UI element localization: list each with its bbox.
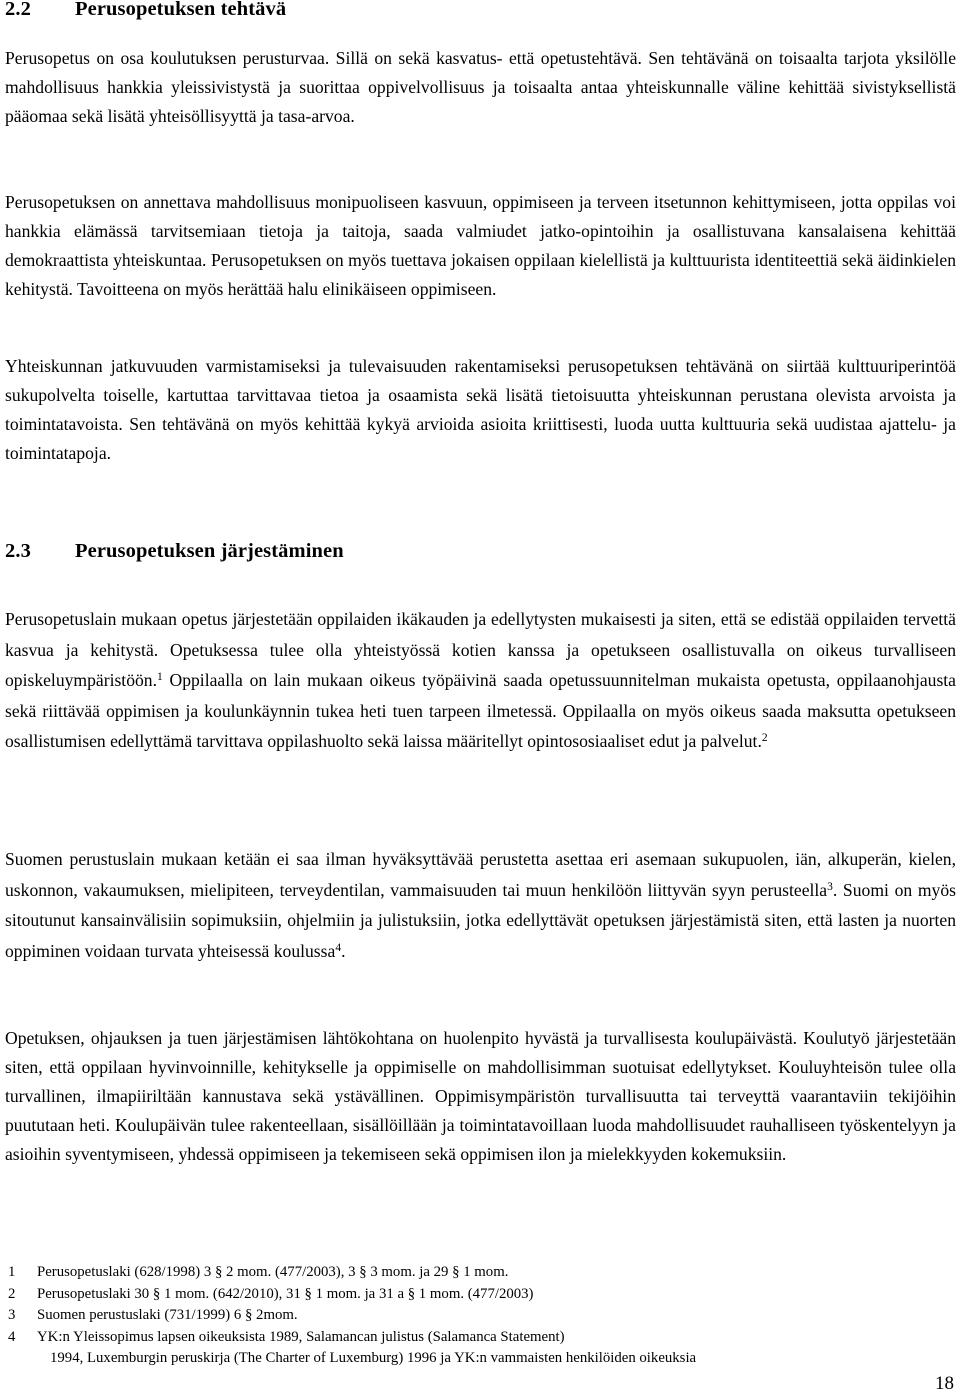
paragraph: Opetuksen, ohjauksen ja tuen järjestämisen lähtökohtana on huolenpito hyvästä ja turvallisesta koulupäivästä. Koulutyö järjestetään siten, että oppilaan hyvinvoinnille, kehitykselle ja oppimiselle on mahdollisimman suotuisat edellytykset. Kouluyhteisön tulee olla turvallinen, ilmapiiriltään kannustava sekä ystävällinen. Oppimisympäristön turvallisuutta tai terveyttä vaarantaviin tekijöihin puututaan heti. Koulupäivän tulee rakenteellaan, sisällöillään ja toimintatavoillaan luoda mahdollisuudet rauhalliseen työskentelyyn ja asioihin syventymiseen, yhdessä oppimiseen ja tekemiseen sekä oppimisen ilon ja mielekkyyden kokemuksiin. — [5, 1028, 956, 1164]
footnote — [8, 1284, 938, 1306]
paragraph-text: Suomen perustuslain mukaan ketään ei saa ilman hyväksyttävää perustetta asettaa eri asemaan sukupuolen, iän, alkuperän, kielen, uskonnon, vakaumuksen, mielipiteen, terveydentilan, vammaisuuden tai muun henkilöön liittyvän syyn perusteella — [5, 849, 956, 900]
paragraph-text: Perusopetuslain mukaan opetus järjestetään oppilaiden ikäkauden ja edellytysten mukaisesti ja siten, että se edistää oppilaiden tervettä kasvua ja kehitystä. Opetuksessa tulee olla yhteistyössä kotien kanssa ja opetukseen osallistuvalla on oikeus turvalliseen opiskeluympäristöön. — [5, 609, 956, 690]
footnote-number: 2 — [8, 1285, 16, 1302]
footnote-ref: 1 — [156, 671, 163, 683]
footnote-number: 3 — [8, 1307, 16, 1324]
section-title: Perusopetuksen järjestäminen — [75, 540, 344, 562]
footnotes — [8, 1262, 938, 1370]
paragraph — [5, 844, 956, 966]
section-number: 2.3 — [5, 540, 31, 562]
footnote-text: Perusopetuslaki (628/1998) 3 § 2 mom. (477/2003), 3 § 3 mom. ja 29 § 1 mom. — [37, 1264, 509, 1280]
footnote-text: Suomen perustuslaki (731/1999) 6 § 2mom. — [37, 1307, 298, 1324]
footnote-ref: 4 — [335, 941, 342, 954]
paragraph: Yhteiskunnan jatkuvuuden varmistamiseksi ja tulevaisuuden rakentamiseksi perusopetuksen tehtävänä on siirtää kulttuuriperintöä sukupolvelta toiselle, kartuttaa tarvittavaa tietoa ja osaamista sekä lisätä tietoisuutta yhteiskunnan perustana olevista arvoista ja toimintatavoista. Sen tehtävänä on myös kehittää kykyä arvioida asioita kriittisesti, luoda uutta kulttuuria sekä uudistaa ajattelu- ja toimintatapoja. — [5, 356, 956, 463]
footnote-number — [8, 1348, 37, 1370]
paragraph-text: . — [341, 940, 346, 961]
footnote-ref: 2 — [761, 732, 768, 744]
paragraph: Perusopetus on osa koulutuksen perusturvaa. Sillä on sekä kasvatus- että opetustehtävä. Sen tehtävänä on toisaalta tarjota yksilölle mahdollisuus hankkia yleissivistystä ja suorittaa oppivelvollisuus ja toisaalta antaa yhteiskunnalle väline kehittää sivistyksellistä pääomaa sekä lisätä yhteisöllisyyttä ja tasa-arvoa. — [5, 48, 956, 126]
footnote-number: 1 — [8, 1264, 16, 1280]
section-heading-2-3 — [5, 540, 344, 563]
footnote-text: Perusopetuslaki 30 § 1 mom. (642/2010), 31 § 1 mom. ja 31 a § 1 mom. (477/2003) — [37, 1285, 534, 1302]
footnote-text: 1994, Luxemburgin peruskirja (The Charter of Luxemburg) 1996 ja YK:n vammaisten henkilöiden oikeuksia — [50, 1350, 697, 1367]
footnote — [8, 1305, 938, 1327]
section-heading-2-2 — [5, 0, 286, 21]
section-title: Perusopetuksen tehtävä — [75, 0, 287, 20]
footnote-continuation — [8, 1348, 938, 1370]
footnote-text: YK:n Yleissopimus lapsen oikeuksista 1989, Salamancan julistus (Salamanca Statement) — [37, 1328, 565, 1345]
footnote — [8, 1327, 938, 1349]
footnote-number: 4 — [8, 1328, 16, 1345]
page-number: 18 — [935, 1373, 954, 1394]
paragraph — [5, 604, 956, 757]
paragraph: Perusopetuksen on annettava mahdollisuus monipuoliseen kasvuun, oppimiseen ja terveen itsetunnon kehittymiseen, jotta oppilas voi hankkia elämässä tarvitsemiaan tietoja ja taitoja, saada valmiudet jatko-opintoihin ja osallistuvana kansalaisena kehittää demokraattista yhteiskuntaa. Perusopetuksen on myös tuettava jokaisen oppilaan kielellistä ja kulttuurista identiteettiä sekä äidinkielen kehitystä. Tavoitteena on myös herättää halu elinikäiseen oppimiseen. — [5, 192, 956, 299]
paragraph-text: . Suomi on myös sitoutunut kansainvälisiin sopimuksiin, ohjelmiin ja julistuksiin, jotka edellyttävät opetuksen järjestämistä siten, että lasten ja nuorten oppiminen voidaan turvata yhteisessä koulussa — [5, 879, 956, 961]
paragraph-text: Oppilaalla on lain mukaan oikeus työpäivinä saada opetussuunnitelman mukaista opetusta, oppilaanohjausta sekä riittävää oppimisen ja koulunkäynnin tukea heti tuen tarpeen ilmetessä. Oppilaalla on myös oikeus saada maksutta opetukseen osallistumisen edellyttämä tarvittava oppilashuolto sekä laissa määritellyt opintososiaaliset edut ja palvelut. — [5, 670, 956, 751]
section-number: 2.2 — [5, 0, 31, 20]
footnote-ref: 3 — [827, 880, 833, 893]
footnote — [8, 1262, 938, 1284]
